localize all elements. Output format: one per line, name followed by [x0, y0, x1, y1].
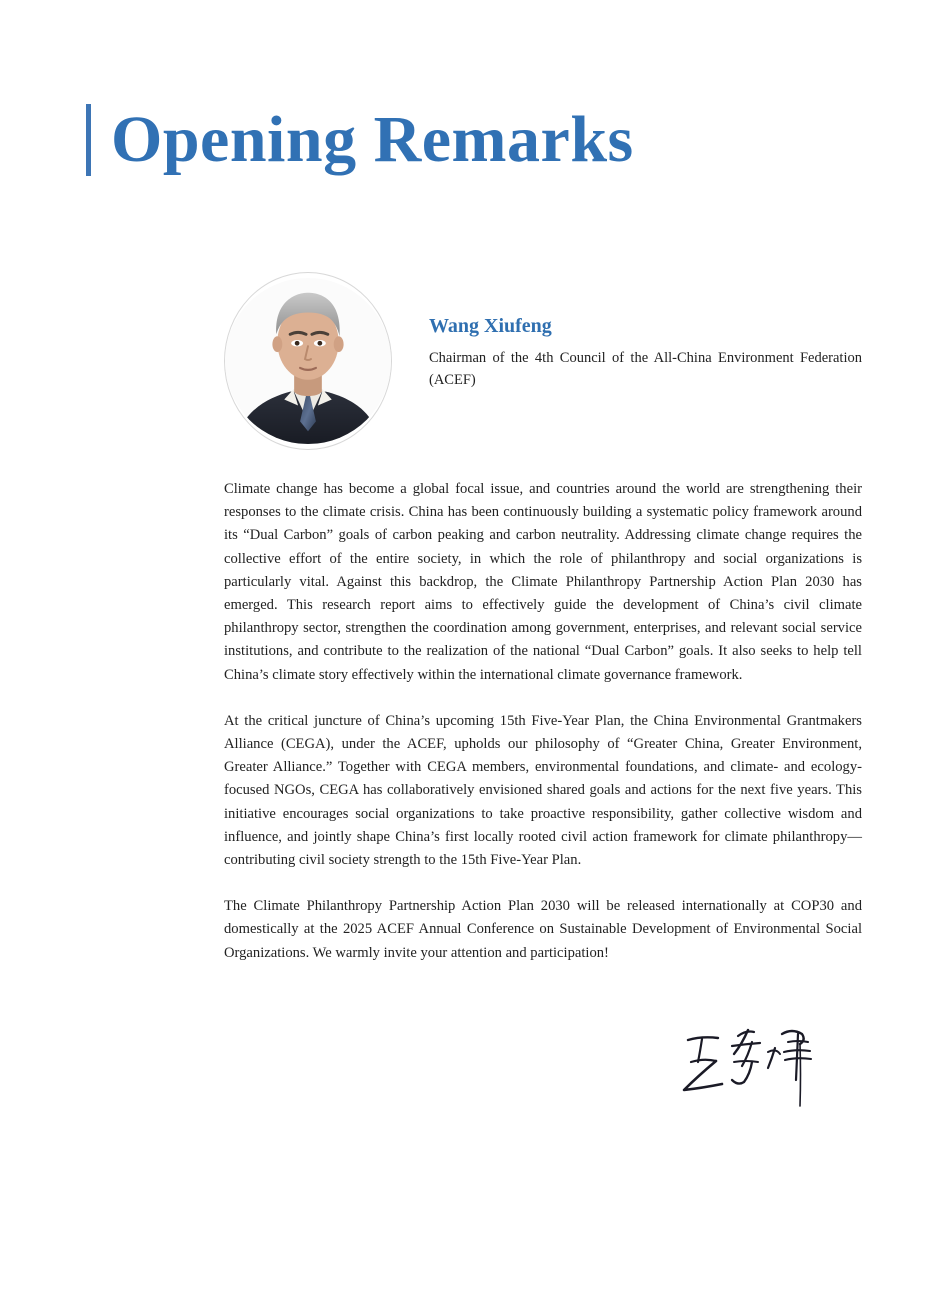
- handwritten-signature-icon: [672, 1018, 832, 1114]
- portrait-photo-icon: [225, 273, 391, 449]
- letter-body: [224, 478, 862, 965]
- letter-paragraph: At the critical juncture of China’s upcoming 15th Five-Year Plan, the China Environmental Grantmakers Alliance (CEGA), under the ACEF, upholds our philosophy of “Greater China, Greater Environment, Greater Alliance.” Together with CEGA members, environmental foundations, and climate- and ecology-focused NGOs, CEGA has collaboratively envisioned shared goals and actions for the next five years. This initiative encourages social organizations to take proactive responsibility, gather collective wisdom and influence, and jointly shape China’s first locally rooted civil action framework for climate philanthropy—contributing civil society strength to the 15th Five-Year Plan.: [224, 712, 862, 869]
- speaker-meta: [429, 272, 862, 391]
- page-title: [86, 104, 634, 176]
- speaker-role: Chairman of the 4th Council of the All-China Environment Federation (ACEF): [429, 350, 862, 388]
- page-title-text: Opening Remarks: [111, 103, 634, 176]
- signature: [672, 1018, 832, 1114]
- title-accent-bar: [86, 104, 91, 176]
- speaker-block: [224, 272, 862, 450]
- letter-paragraph: Climate change has become a global focal issue, and countries around the world are strengthening their responses to the climate crisis. China has been continuously building a systematic policy framework around its “Dual Carbon” goals of carbon peaking and carbon neutrality. Addressing climate change requires the collective effort of the entire society, in which the role of philanthropy and social organizations is particularly vital. Against this backdrop, the Climate Philanthropy Partnership Action Plan 2030 has emerged. This research report aims to effectively guide the development of China’s civil climate philanthropy sector, strengthen the coordination among government, enterprises, and relevant social service institutions, and contribute to the realization of the national “Dual Carbon” goals. It also seeks to help tell China’s climate story effectively within the international climate governance framework.: [224, 481, 862, 683]
- letter-paragraph: The Climate Philanthropy Partnership Action Plan 2030 will be released internationally at COP30 and domestically at the 2025 ACEF Annual Conference on Sustainable Development of Environmental Social Organizations. We warmly invite your attention and participation!: [224, 898, 862, 961]
- avatar: [224, 272, 392, 450]
- speaker-name: Wang Xiufeng: [429, 315, 552, 337]
